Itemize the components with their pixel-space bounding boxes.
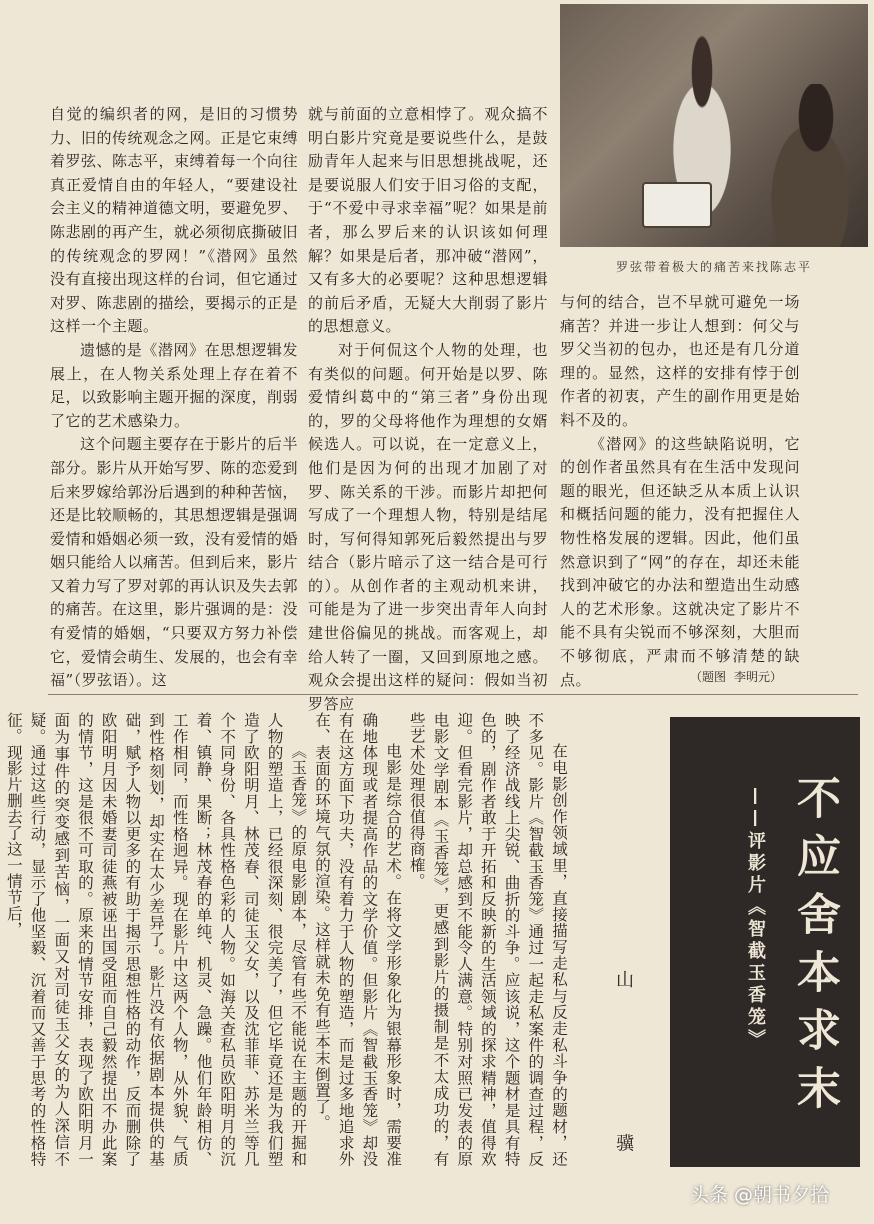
- credit-label: （题图: [690, 670, 727, 684]
- paragraph: 《玉香笼》的原电影剧本，尽管有些不能说在主题的开掘和人物的塑造上，已经很深刻、很完美了，但它毕竟还是为我们塑造了欧阳明月、林茂春、司徒玉父女，以及沈菲菲、苏米兰等几个不同身份、各具性格色彩的人物。如海关查私员欧阳明月的沉着、镇静、果断；林茂春的单纯、机灵、急躁。他们年龄相仿、工作相同，而性格迥异。现在影片中这两个人物，从外貌、气质到性格刻划，却实在太少差异了。影片没有依据剧本提供的基础，赋予人物以更多的有助于揭示思想性格的动作，反而删除了欧阳明月因未婚妻司徒燕被诬出国受阻而自己毅然提出不办此案的情节，这是很不可取的。原来的情节安排，表现了欧阳明月一面为事件的突变感到苦恼，一面又对司徒玉父女的为人深信不疑。通过这些行动，显示了他坚毅、沉着而又善于思考的性格特征。现影片删去了这一情节后，: [4, 712, 308, 1167]
- paragraph: 《潜网》的这些缺陷说明，它的创作者虽然具有在生活中发现问题的眼光，但还缺乏从本质上认识和概括问题的能力，没有把握住人物性格发展的逻辑。因此，他们虽然意识到了“网”的存在，却还未能找到冲破它的办法和塑造出生动感人的艺术形象。这就决定了影片不能不具有尖锐而不够深刻，大胆而不够彻底，严肃而不够清楚的缺点。: [560, 434, 800, 689]
- article2-subtitle: ——评影片《智截玉香笼》: [745, 787, 766, 1051]
- film-still-photo: [560, 4, 868, 247]
- article2-title: 不应舍本求末: [789, 775, 840, 1123]
- paragraph: 对于何侃这个人物的处理，也有类似的问题。何开始是以罗、陈爱情纠葛中的“第三者”身份出现的，罗的父母将他作为理想的女婿候选人。可以说，在一定意义上，他们是因为何的出现才加剧了对罗、陈关系的干涉。而影片却把何写成了一个理想人物，特别是结尾时，写何得知郭死后毅然提出与罗结合（影片暗示了这一结合是可行的）。从创作者的主观动机来讲，可能是为了进一步突出青年人向封建世俗偏见的挑战。而客观上，却给人转了一圈，又回到原地之感。观众会提出这样的疑问：假如当初罗答应: [308, 340, 548, 713]
- article1-column-3: [560, 291, 800, 692]
- credit-author: 李明元）: [734, 670, 783, 684]
- paragraph: 电影是综合的艺术。在将文学形象化为银幕形象时，需要准确地体现或者提高作品的文学价值。但影片《智截玉香笼》却没有在这方面下功夫，没有着力于人物的塑造，而是过多地追求外在、表面的环境气氛的渲染。这样就未免有些本末倒置了。: [312, 712, 403, 1167]
- section-divider: [48, 694, 858, 695]
- paragraph: 与何的结合，岂不早就可避免一场痛苦？并进一步让人想到：何父与罗父当初的包办，也还是有几分道理的。显然，这样的安排有悖于创作者的初衷，产生的副作用更是始料不及的。: [560, 293, 800, 429]
- watermark: 头条 @朝书夕拾: [690, 1184, 830, 1206]
- handbag: [642, 182, 712, 228]
- paragraph: 遗憾的是《潜网》在思想逻辑发展上，在人物关系处理上存在着不足，以致影响主题开掘的深度，削弱了它的艺术感染力。: [50, 340, 299, 430]
- article1-column-2: [308, 103, 548, 716]
- article1-column-1: [50, 103, 298, 693]
- paragraph: 这个问题主要存在于影片的后半部分。影片从开始写罗、陈的恋爱到后来罗嫁给郭汾后遇到的种种苦恼，还是比较顺畅的，其思想逻辑是强调爱情和婚姻必须一致，没有爱情的婚姻只能给人以痛苦。但到后来，影片又着力写了罗对郭的再认识及失去郭的痛苦。在这里，影片强调的是：没有爱情的婚姻，“只要双方努力补偿它，爱情会萌生、发展的，也会有幸福”（罗弦语）。这: [50, 435, 299, 690]
- paragraph: 就与前面的立意相悖了。观众搞不明白影片究竟是要说些什么，是鼓励青年人起来与旧思想挑战呢，还是要说服人们安于旧习俗的支配，于“不爱中寻求幸福”呢？如果是前者，那么罗后来的认识该如何理解？如果是后者，那冲破“潜网”，又有多大的必要呢？这种思想逻辑的前后矛盾，无疑大大削弱了影片的思想意义。: [308, 105, 548, 336]
- paragraph: 在电影创作领域里，直接描写走私与反走私斗争的题材，还不多见。影片《智截玉香笼》通过一起走私案件的调查过程，反映了经济战线上尖锐、曲折的斗争。应该说，这个题材是具有特色的，剧作者敢于开拓和反映新的生活领域的探求精神，值得欢迎。但看完影片，却总感到不能令人满意。特别对照已发表的原电影文学剧本《玉香笼》，更感到影片的摄制是不太成功的，有些艺术处理很值得商榷。: [407, 712, 568, 1167]
- article2-author: 山 骥: [613, 970, 634, 1222]
- photo-caption: 罗弦带着极大的痛苦来找陈志平: [615, 260, 812, 274]
- article2-title-box: [670, 717, 860, 1167]
- illustration-credit: [690, 668, 790, 685]
- paragraph: 自觉的编织者的网，是旧的习惯势力、旧的传统观念之网。正是它束缚着罗弦、陈志平，束缚着每一个向往真正爱情自由的年轻人，“要建设社会主义的精神道德文明，要避免罗、陈悲剧的再产生，就必须彻底撕破旧的传统观念的罗网！”《潜网》虽然没有直接出现这样的台词，但它通过对罗、陈悲剧的描绘，要揭示的正是这样一个主题。: [50, 105, 299, 336]
- article2-vertical-text: [4, 712, 570, 1167]
- man-figure: [750, 84, 868, 247]
